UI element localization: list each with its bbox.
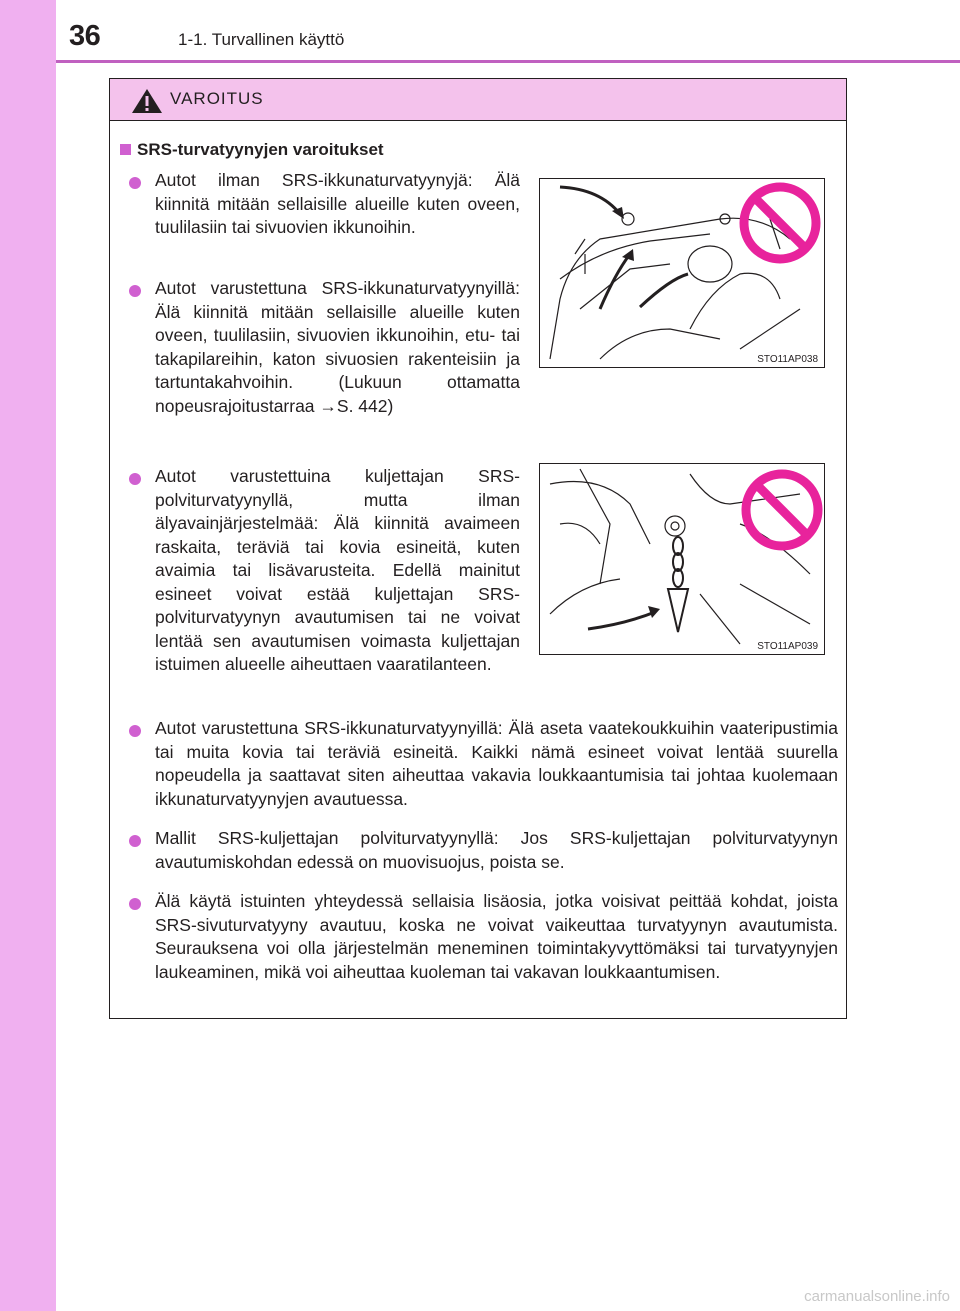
warning-item-1: Autot ilman SRS-ikkunaturvatyynyjä: Älä kiinnitä mitään sellaisille alueille kuten oveen, tuulilasiin tai sivuovien ikkunoihin. [155, 170, 520, 237]
warning-label: VAROITUS [170, 89, 264, 108]
warning-triangle-icon [130, 87, 164, 115]
warning-item-4: Autot varustettuna SRS-ikkunaturvatyynyillä: Älä aseta vaatekoukkuihin vaateripustimia tai muita kovia tai teräviä esineitä. Kaikki nämä esineet voivat lentää suurella nopeudella ja saattavat siten aiheuttaa vakavia loukkaantumisia tai johtaa kuolemaan ikkunaturvatyynyjen avautuessa. [155, 718, 838, 809]
bullet-icon [129, 898, 141, 910]
prohibited-icon [746, 474, 818, 546]
ignition-key-illustration [540, 464, 824, 654]
square-bullet-icon [120, 144, 131, 155]
side-color-strip [0, 0, 56, 1311]
warning-item-6: Älä käytä istuinten yhteydessä sellaisia lisäosia, jotka voisivat peittää kohdat, joista SRS-sivuturvatyyny avautuu, koska ne voivat vaikeuttaa turvatyynyn avautumista. Seurauksena voi olla järjestelmän meneminen toimintakyvyttömäksi tai turvatyynyjen laukeaminen, mikä voi aiheuttaa kuoleman tai vakavan loukkaantumisen. [155, 891, 838, 982]
warning-item-5: Mallit SRS-kuljettajan polviturvatyynyllä: Jos SRS-kuljettajan polviturvatyynyn avautumiskohdan edessä on muovisuojus, poista se. [155, 828, 838, 872]
section-title: 1-1. Turvallinen käyttö [178, 30, 345, 49]
warning-header [110, 79, 846, 121]
bullet-icon [129, 725, 141, 737]
warning-item-3: Autot varustettuina kuljettajan SRS-polviturvatyynyllä, mutta ilman älyavainjärjestelmää: Älä kiinnitä avaimeen raskaita, teräviä tai kovia esineitä, kuten avaimia tai lisävarusteita. Edellä mainitut esineet voivat estää kuljettajan SRS-polviturvatyynyn avautumisen tai ne voivat lentää sen avautumisen voimasta kuljettajan istuimen alueelle aiheuttaen vaaratilanteen. [155, 466, 520, 674]
bullet-icon [129, 473, 141, 485]
header-rule [56, 60, 960, 63]
warning-heading-text: SRS-turvatyynyjen varoitukset [137, 140, 384, 159]
warning-heading [120, 140, 384, 160]
figure-key-ornaments [539, 463, 825, 655]
warning-item-2: Autot varustettuna SRS-ikkunaturvatyynyillä: Älä kiinnitä mitään sellaisille alueille kuten oveen, tuulilasiin, sivuovien ikkunoihin, etu- tai takapilareihin, katon sivuosien rakenteisiin ja tartuntakahvoihin. (Lukuun ottamatta nopeusrajoitustarraa →S. 442) [155, 278, 520, 416]
footer-watermark: carmanualsonline.info [804, 1288, 950, 1305]
bullet-icon [129, 285, 141, 297]
figure-code: STO11AP038 [757, 354, 818, 365]
figure-curtain-airbag-area [539, 178, 825, 368]
figure-code: STO11AP039 [757, 641, 818, 652]
bullet-icon [129, 835, 141, 847]
bullet-icon [129, 177, 141, 189]
page-number: 36 [69, 20, 101, 52]
warning-box [109, 78, 847, 1019]
car-interior-illustration [540, 179, 824, 367]
